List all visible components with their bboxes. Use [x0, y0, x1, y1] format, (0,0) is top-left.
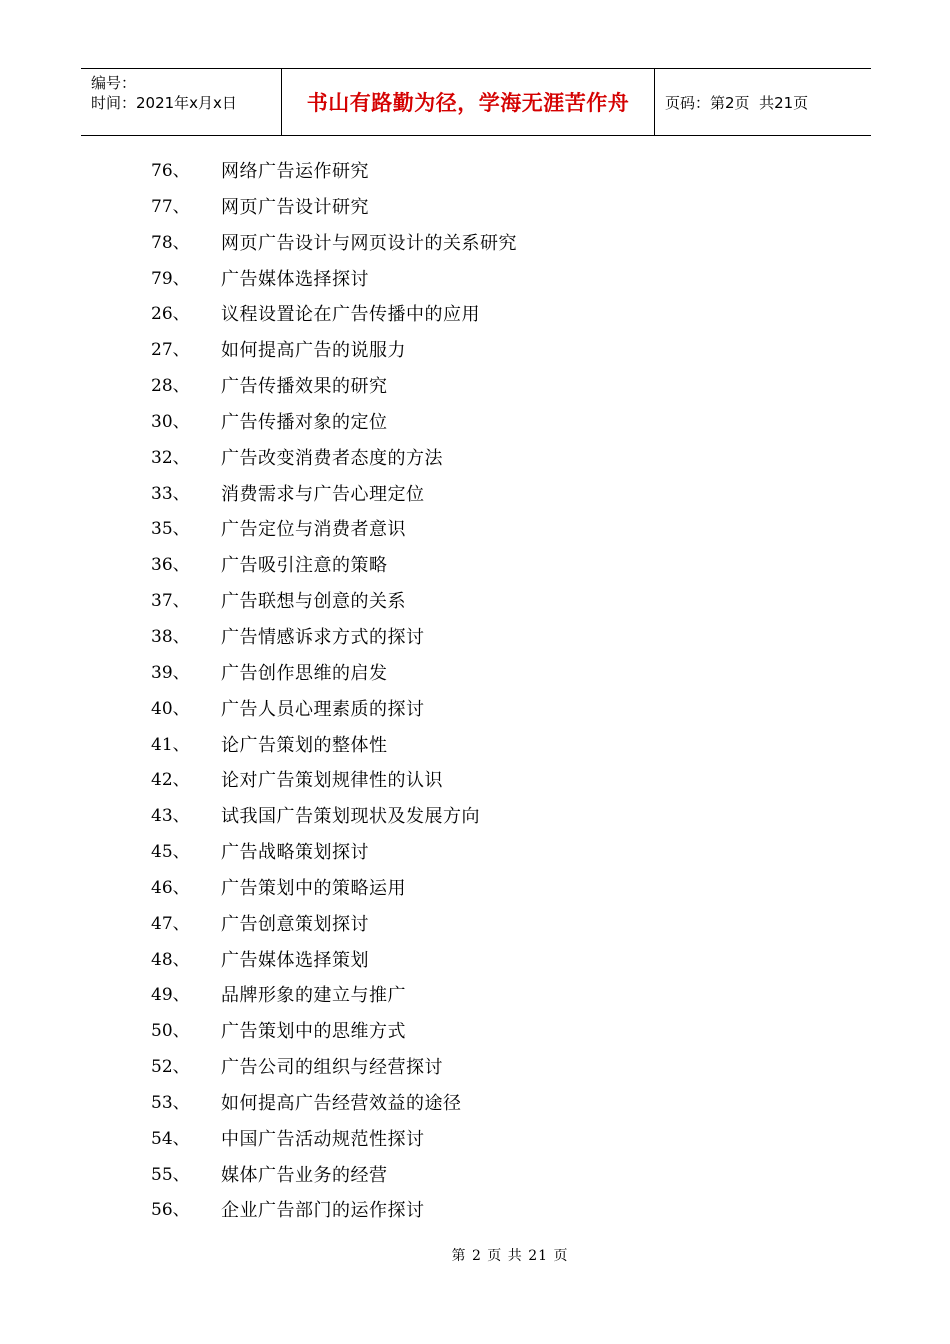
item-number: 30、	[151, 411, 190, 432]
list-item	[0, 333, 950, 369]
item-text: 议程设置论在广告传播中的应用	[221, 304, 480, 326]
item-number: 78、	[151, 232, 190, 253]
item-number: 56、	[151, 1200, 190, 1221]
item-number: 36、	[151, 555, 190, 576]
item-number: 55、	[151, 1164, 190, 1185]
list-item	[0, 871, 950, 907]
motto-text: 书山有路勤为径，学海无涯苦作舟	[306, 91, 630, 115]
item-number: 45、	[151, 842, 190, 863]
item-text: 中国广告活动规范性探讨	[221, 1128, 425, 1150]
item-text: 广告情感诉求方式的探讨	[221, 626, 425, 648]
list-item	[0, 907, 950, 943]
item-text: 广告创意策划探讨	[221, 913, 369, 935]
list-item	[0, 1158, 950, 1194]
list-item	[0, 620, 950, 656]
item-text: 如何提高广告经营效益的途径	[221, 1092, 462, 1114]
item-number: 43、	[151, 806, 190, 827]
item-text: 广告媒体选择策划	[221, 949, 369, 971]
item-text: 论对广告策划规律性的认识	[221, 770, 443, 792]
item-number: 53、	[151, 1092, 190, 1113]
item-text: 网页广告设计与网页设计的关系研究	[221, 232, 517, 254]
header-meta	[81, 69, 282, 135]
page-header	[81, 68, 871, 136]
item-text: 企业广告部门的运作探讨	[221, 1200, 425, 1222]
item-text: 如何提高广告的说服力	[221, 340, 406, 362]
list-item	[0, 799, 950, 835]
item-number: 40、	[151, 698, 190, 719]
item-number: 26、	[151, 304, 190, 325]
item-number: 28、	[151, 376, 190, 397]
list-item	[0, 477, 950, 513]
item-text: 广告人员心理素质的探讨	[221, 698, 425, 720]
list-item	[0, 154, 950, 190]
item-number: 54、	[151, 1128, 190, 1149]
item-text: 媒体广告业务的经营	[221, 1164, 388, 1186]
item-number: 42、	[151, 770, 190, 791]
page-info-text: 页码：第2页 共21页	[665, 93, 809, 112]
item-text: 广告策划中的思维方式	[221, 1021, 406, 1043]
list-item	[0, 548, 950, 584]
item-number: 37、	[151, 591, 190, 612]
page-footer	[0, 1245, 950, 1265]
list-item	[0, 405, 950, 441]
item-text: 广告媒体选择探讨	[221, 268, 369, 290]
document-number-label: 编号：	[91, 74, 137, 92]
item-text: 广告创作思维的启发	[221, 662, 388, 684]
item-text: 广告公司的组织与经营探讨	[221, 1057, 443, 1079]
item-number: 47、	[151, 913, 190, 934]
list-item	[0, 1086, 950, 1122]
list-item	[0, 226, 950, 262]
topic-list	[0, 154, 950, 1229]
item-text: 品牌形象的建立与推广	[221, 985, 406, 1007]
item-text: 广告吸引注意的策略	[221, 555, 388, 577]
item-text: 广告联想与创意的关系	[221, 591, 406, 613]
item-text: 广告传播效果的研究	[221, 376, 388, 398]
item-number: 35、	[151, 519, 190, 540]
list-item	[0, 1122, 950, 1158]
item-text: 广告传播对象的定位	[221, 411, 388, 433]
list-item	[0, 584, 950, 620]
document-time-label: 时间：2021年x月x日	[91, 94, 237, 112]
footer-page-number: 第 2 页 共 21 页	[451, 1248, 569, 1264]
item-text: 广告定位与消费者意识	[221, 519, 406, 541]
header-page-info	[655, 69, 871, 135]
item-text: 论广告策划的整体性	[221, 734, 388, 756]
list-item	[0, 1050, 950, 1086]
list-item	[0, 297, 950, 333]
item-number: 33、	[151, 483, 190, 504]
item-number: 46、	[151, 877, 190, 898]
item-text: 广告改变消费者态度的方法	[221, 447, 443, 469]
list-item	[0, 763, 950, 799]
item-text: 网络广告运作研究	[221, 161, 369, 182]
item-text: 试我国广告策划现状及发展方向	[221, 806, 480, 828]
header-motto	[282, 69, 655, 135]
item-number: 27、	[151, 340, 190, 361]
item-number: 52、	[151, 1057, 190, 1078]
list-item	[0, 835, 950, 871]
list-item	[0, 978, 950, 1014]
item-number: 49、	[151, 985, 190, 1006]
item-number: 41、	[151, 734, 190, 755]
list-item	[0, 692, 950, 728]
item-number: 32、	[151, 447, 190, 468]
list-item	[0, 1193, 950, 1229]
list-item	[0, 656, 950, 692]
list-item	[0, 190, 950, 226]
list-item	[0, 943, 950, 979]
list-item	[0, 728, 950, 764]
list-item	[0, 441, 950, 477]
list-item	[0, 512, 950, 548]
item-text: 广告战略策划探讨	[221, 842, 369, 864]
item-number: 76、	[151, 161, 190, 181]
item-number: 79、	[151, 268, 190, 289]
item-number: 39、	[151, 662, 190, 683]
item-number: 48、	[151, 949, 190, 970]
list-item	[0, 262, 950, 298]
item-text: 广告策划中的策略运用	[221, 877, 406, 899]
list-item	[0, 369, 950, 405]
item-number: 77、	[151, 196, 190, 217]
item-text: 消费需求与广告心理定位	[221, 483, 425, 505]
item-text: 网页广告设计研究	[221, 196, 369, 218]
item-number: 50、	[151, 1021, 190, 1042]
item-number: 38、	[151, 626, 190, 647]
list-item	[0, 1014, 950, 1050]
